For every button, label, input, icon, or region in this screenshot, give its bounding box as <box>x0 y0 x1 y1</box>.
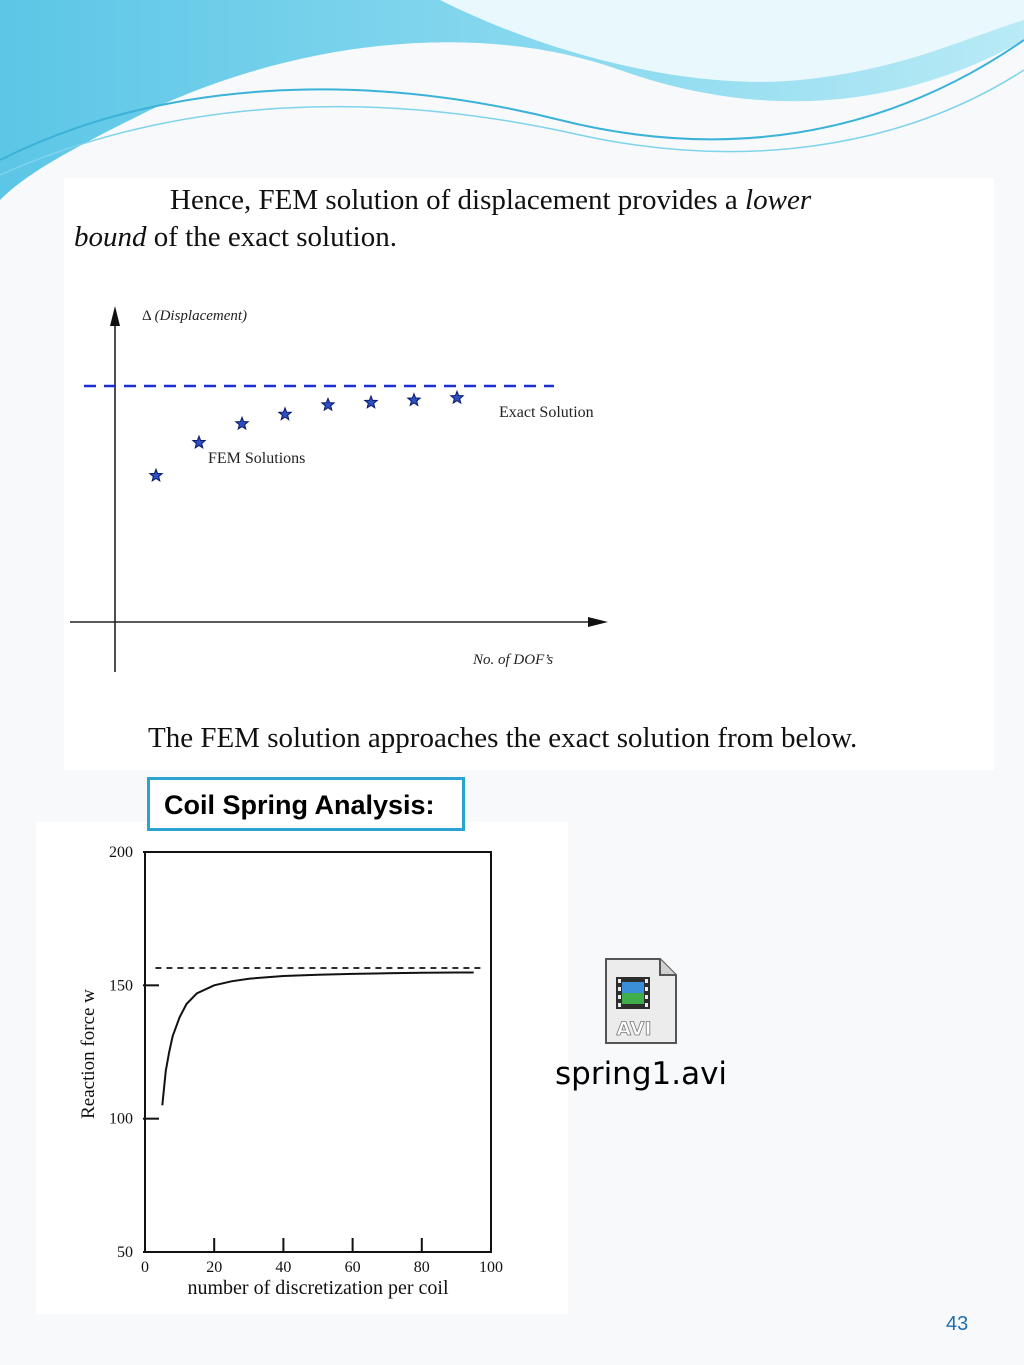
intro-emphasis-bound: bound <box>74 221 147 253</box>
intro-post: of the exact solution. <box>146 221 397 253</box>
chart1-fem-solutions-label: FEM Solutions <box>208 450 306 467</box>
chart2-y-label: Reaction force w <box>78 989 99 1119</box>
chart2-x-tick-label: 60 <box>344 1259 361 1276</box>
chart2-y-tick-label: 100 <box>109 1110 133 1128</box>
chart2-x-label: number of discretization per coil <box>187 1277 449 1299</box>
chart1-fem-point <box>150 469 162 481</box>
chart2-y-tick-label: 150 <box>109 977 133 995</box>
avi-filename[interactable]: spring1.avi <box>555 1056 728 1092</box>
chart1-fem-point <box>408 394 420 406</box>
chart2-y-tick-label: 200 <box>109 844 133 861</box>
intro-pre: Hence, FEM solution of displacement provides a <box>170 184 746 216</box>
chart1-fem-point <box>322 398 334 410</box>
avi-file-icon[interactable] <box>598 955 680 1047</box>
chart2-fem-curve <box>162 973 473 1106</box>
chart1-fem-point <box>193 436 205 448</box>
chart1-x-axis-arrow <box>588 617 608 627</box>
chart2-x-tick-label: 100 <box>479 1259 503 1276</box>
page-number: 43 <box>946 1313 969 1335</box>
intro-text <box>74 182 974 256</box>
chart1-fem-point <box>451 391 463 403</box>
chart1-fem-point <box>279 408 291 420</box>
intro-emphasis-lower: lower <box>745 184 812 216</box>
chart1-x-label: No. of DOF’s <box>473 652 554 668</box>
coil-spring-heading: Coil Spring Analysis: <box>147 777 465 831</box>
chart2-frame <box>145 852 491 1252</box>
chart1-fem-point <box>236 417 248 429</box>
chart1-fem-point <box>365 396 377 408</box>
chart2-x-tick-label: 0 <box>141 1259 149 1276</box>
chart1-axes <box>70 306 608 672</box>
chart1-y-axis-arrow <box>110 306 120 326</box>
chart1-y-label: Δ (Displacement) <box>142 308 248 324</box>
reaction-force-chart <box>36 822 568 1314</box>
chart2-x-tick-label: 80 <box>413 1259 430 1276</box>
chart2-x-tick-label: 40 <box>275 1259 292 1276</box>
avi-icon-text: AVI <box>616 1018 652 1040</box>
chart2-x-tick-label: 20 <box>206 1259 223 1276</box>
conclusion-text: The FEM solution approaches the exact solution from below. <box>148 722 858 754</box>
chart1-exact-solution-label: Exact Solution <box>499 404 594 421</box>
displacement-convergence-chart <box>64 290 624 690</box>
chart2-y-tick-label: 50 <box>117 1244 133 1261</box>
